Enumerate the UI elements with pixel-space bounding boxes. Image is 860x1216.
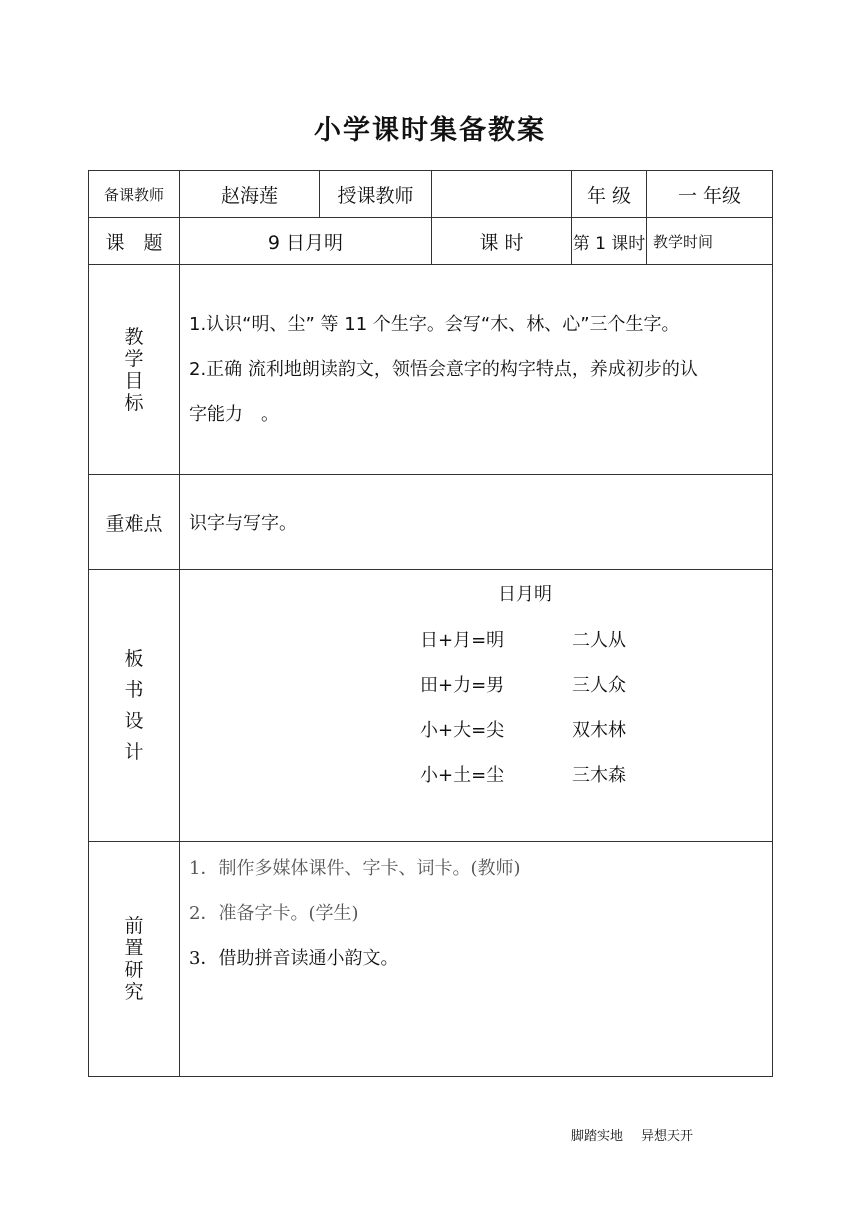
teacher-teach-label: 授课教师	[320, 171, 432, 218]
board-right-1: 二人从	[572, 630, 626, 651]
board-left-1: 日+月=明	[420, 630, 505, 651]
board-right-3: 双木林	[572, 720, 626, 741]
key-points-label: 重难点	[89, 475, 180, 570]
prep-content	[180, 842, 773, 1077]
board-title: 日月明	[498, 584, 552, 605]
prep-item: 1．制作多媒体课件、字卡、词卡。(教师)	[189, 858, 521, 879]
goals-content	[180, 265, 773, 475]
goal-line: 字能力 。	[189, 404, 279, 425]
board-left-2: 田+力=男	[420, 675, 505, 696]
footer-right: 异想天开	[641, 1129, 694, 1144]
board-right-4: 三木森	[572, 765, 626, 786]
goals-row	[89, 265, 773, 475]
board-left-4: 小+土=尘	[420, 765, 505, 786]
lesson-row	[89, 218, 773, 265]
grade-label: 年 级	[572, 171, 647, 218]
prep-item: 3．借助拼音读通小韵文。	[189, 948, 399, 969]
period-label: 课 时	[432, 218, 572, 265]
footer-left: 脚踏实地	[571, 1129, 624, 1144]
goal-line: 1.认识“明、尘” 等 11 个生字。会写“木、林、心”三个生字。	[189, 314, 680, 335]
board-right-2: 三人众	[572, 675, 626, 696]
header-row	[89, 171, 773, 218]
key-points-row	[89, 475, 773, 570]
teacher-teach-name	[432, 171, 572, 218]
board-label: 板 书 设 计	[89, 570, 180, 842]
key-points-text: 识字与写字。	[180, 475, 773, 570]
teaching-time-label: 教学时间	[647, 218, 773, 265]
lesson-plan-table	[88, 170, 773, 1077]
prep-label: 前 置 研 究	[89, 842, 180, 1077]
page-title: 小学课时集备教案	[314, 115, 546, 146]
board-left-3: 小+大=尖	[420, 720, 505, 741]
footer-motto	[571, 1125, 693, 1144]
prep-row	[89, 842, 773, 1077]
goals-label: 教 学 目 标	[89, 265, 180, 475]
board-content	[180, 570, 773, 842]
teacher-prep-name: 赵海莲	[180, 171, 320, 218]
prep-item: 2．准备字卡。(学生)	[189, 903, 359, 924]
topic-label: 课 题	[89, 218, 180, 265]
period-value: 第 1 课时	[572, 218, 647, 265]
board-row	[89, 570, 773, 842]
grade-value: 一 年级	[647, 171, 773, 218]
goal-line: 2.正确 流利地朗读韵文，领悟会意字的构字特点，养成初步的认	[189, 359, 698, 380]
teacher-prep-label: 备课教师	[89, 171, 180, 218]
topic-value: 9 日月明	[180, 218, 432, 265]
